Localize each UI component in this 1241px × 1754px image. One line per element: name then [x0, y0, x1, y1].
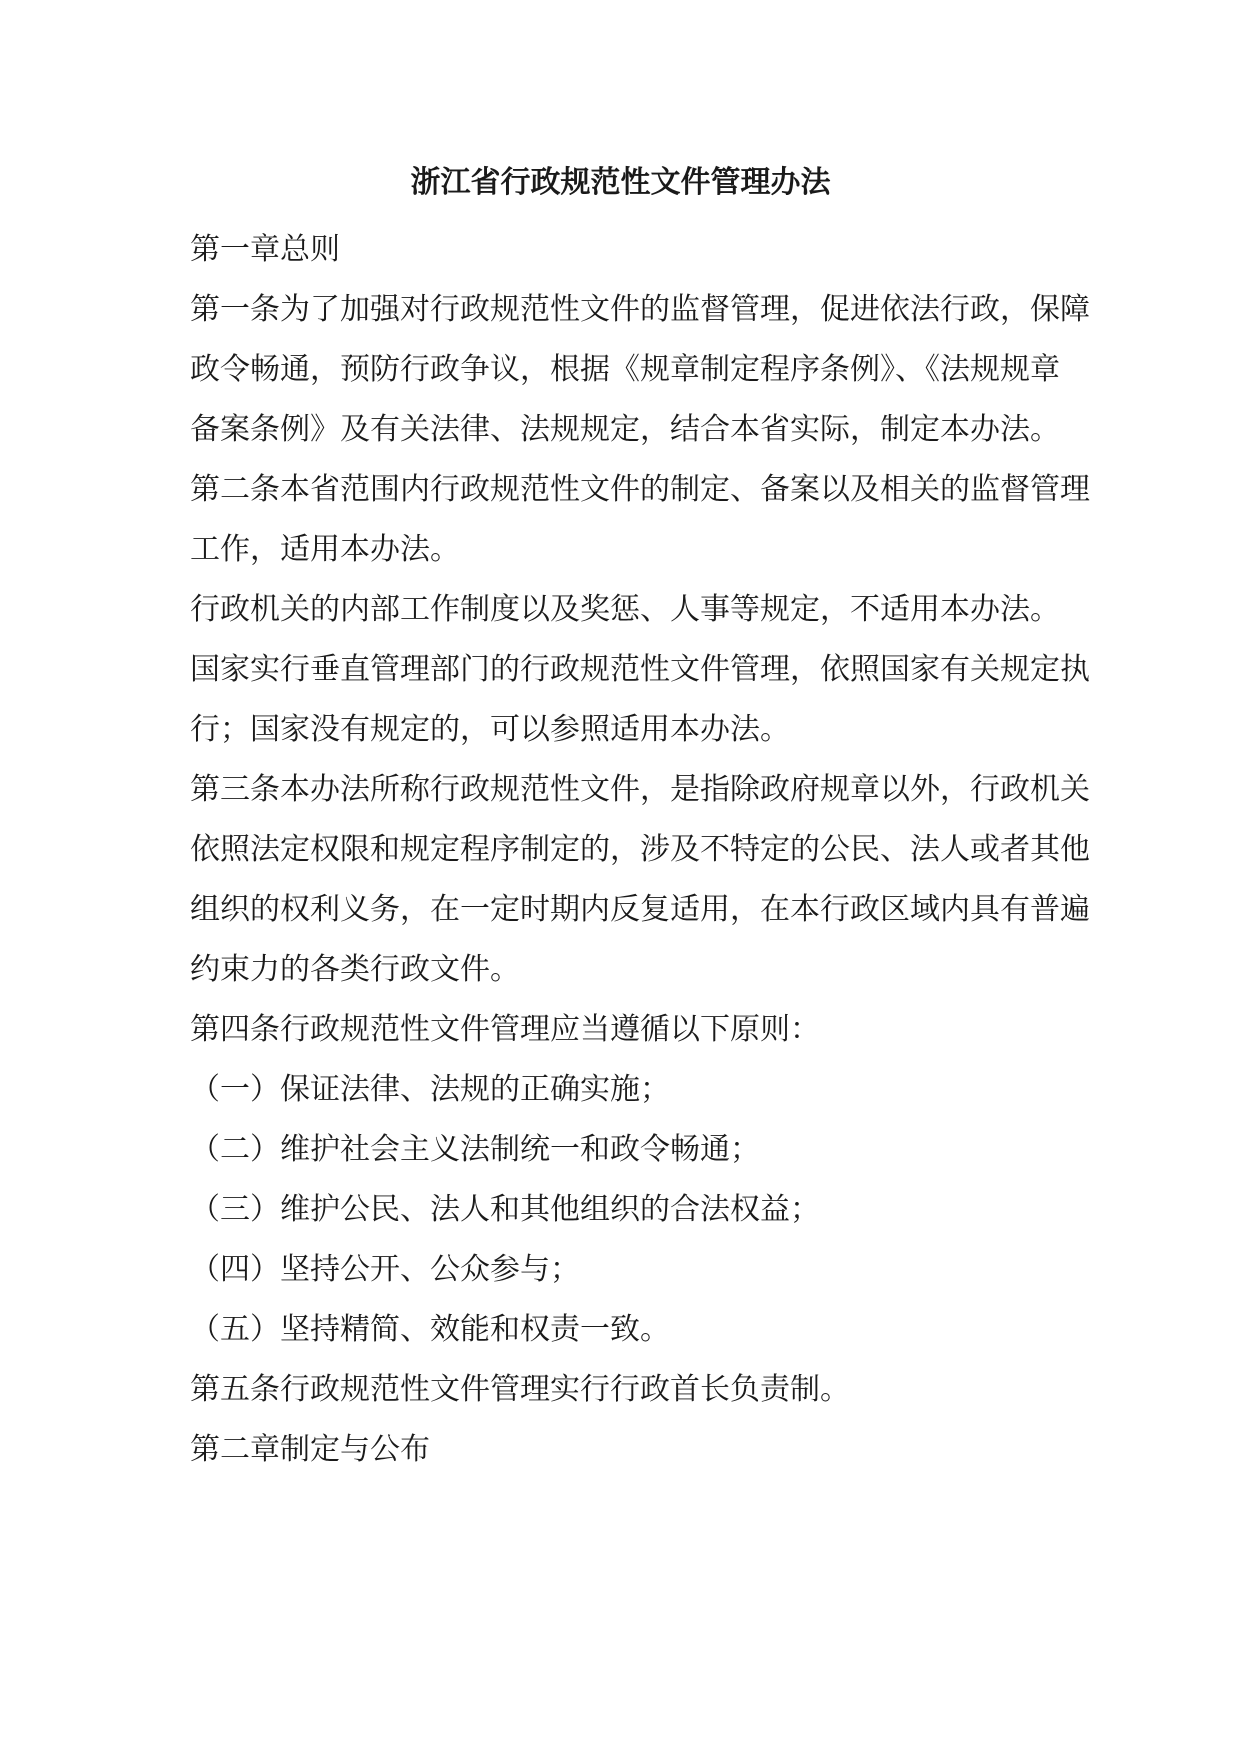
article-line: 第二条本省范围内行政规范性文件的制定、备案以及相关的监督管理	[190, 472, 1090, 507]
list-item: （三）维护公民、法人和其他组织的合法权益；	[190, 1192, 820, 1227]
article-line: 备案条例》及有关法律、法规规定，结合本省实际，制定本办法。	[190, 412, 1060, 447]
article-line: 第三条本办法所称行政规范性文件，是指除政府规章以外，行政机关	[190, 772, 1090, 807]
article-line: 第四条行政规范性文件管理应当遵循以下原则：	[190, 1012, 820, 1047]
list-item: （五）坚持精简、效能和权责一致。	[190, 1312, 670, 1347]
article-line: 工作，适用本办法。	[190, 532, 460, 567]
article-line: 国家实行垂直管理部门的行政规范性文件管理，依照国家有关规定执	[190, 652, 1090, 687]
list-item: （一）保证法律、法规的正确实施；	[190, 1072, 670, 1107]
article-line: 第一条为了加强对行政规范性文件的监督管理，促进依法行政，保障	[190, 292, 1090, 327]
article-line: 组织的权利义务，在一定时期内反复适用，在本行政区域内具有普遍	[190, 892, 1090, 927]
article-line: 行政机关的内部工作制度以及奖惩、人事等规定，不适用本办法。	[190, 592, 1060, 627]
document-title: 浙江省行政规范性文件管理办法	[410, 165, 831, 200]
article-line: 约束力的各类行政文件。	[190, 952, 520, 987]
article-line: 政令畅通，预防行政争议，根据《规章制定程序条例》、《法规规章	[190, 352, 1060, 387]
article-line: 依照法定权限和规定程序制定的，涉及不特定的公民、法人或者其他	[190, 832, 1090, 867]
chapter-heading: 第一章总则	[190, 232, 340, 267]
list-item: （二）维护社会主义法制统一和政令畅通；	[190, 1132, 760, 1167]
chapter-heading: 第二章制定与公布	[190, 1432, 430, 1467]
article-line: 第五条行政规范性文件管理实行行政首长负责制。	[190, 1372, 850, 1407]
article-line: 行；国家没有规定的，可以参照适用本办法。	[190, 712, 790, 747]
list-item: （四）坚持公开、公众参与；	[190, 1252, 580, 1287]
